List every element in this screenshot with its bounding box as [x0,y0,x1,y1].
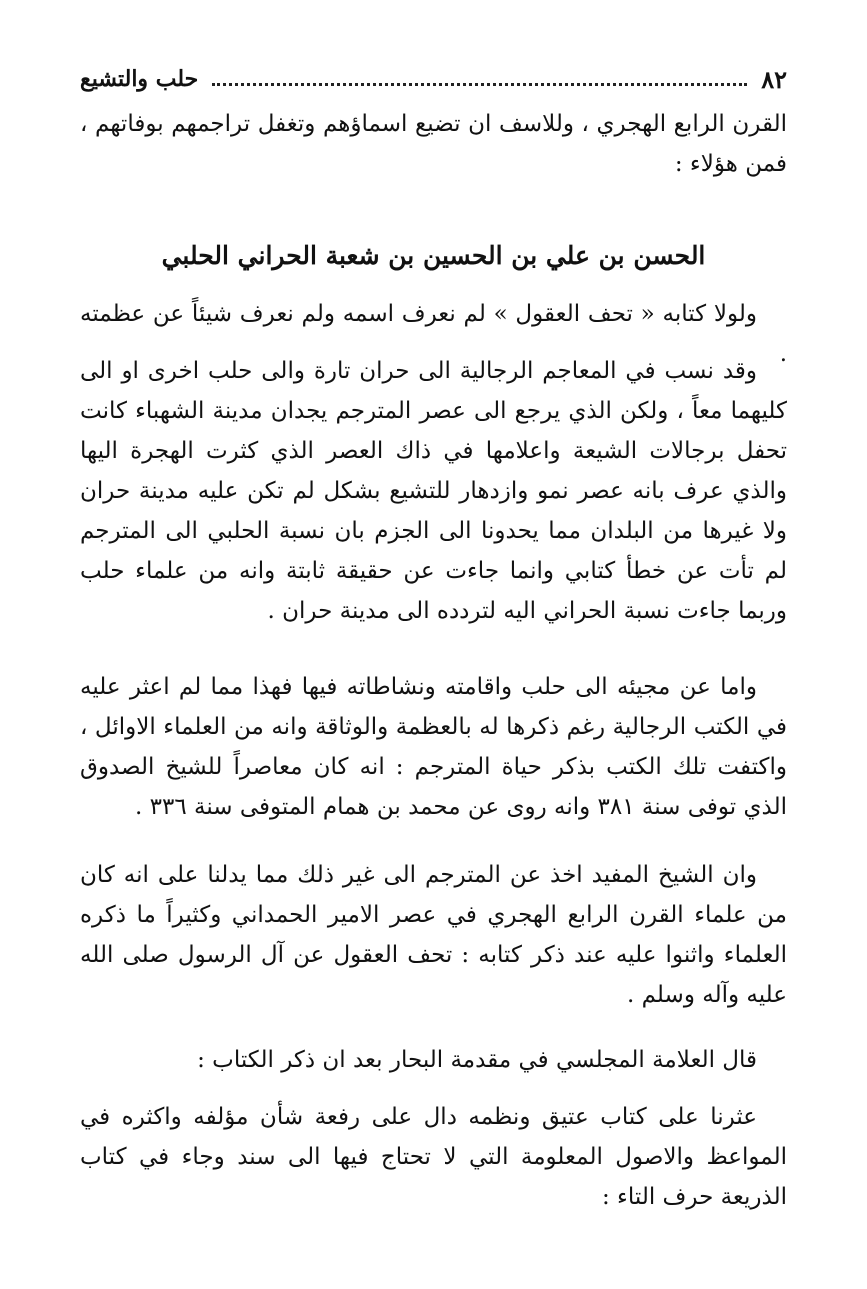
section-heading: الحسن بن علي بن الحسين بن شعبة الحراني الحلبي [161,241,706,270]
paragraph-5: قال العلامة المجلسي في مقدمة البحار بعد ان ذكر الكتاب : [197,1047,757,1073]
dotted-leader [212,83,747,86]
running-title: حلب والتشيع [80,66,199,92]
paragraph-4: وان الشيخ المفيد اخذ عن المترجم الى غير ذلك مما يدلنا على انه كان من علماء القرن الرابع الهجري في عصر الامير الحمداني وكثيراً ما ذكره العلماء واثنوا عليه عند ذكر كتابه : تحف العقول عن آل الرسول صلى الله عليه وآله وسلم . [80,862,787,1008]
paragraph-2: وقد نسب في المعاجم الرجالية الى حران تارة والى حلب اخرى او الى كليهما معاً ، ولكن الذي يرجع الى عصر المترجم يجدان مدينة الشهباء كانت تحفل برجالات الشيعة واعلامها في ذاك العصر الذي كثرت الهجرة اليها والذي عرف بانه عصر نمو وازدهار للتشيع بشكل لم تكن عليه مدينة حران ولا غيرها من البلدان مما يحدونا الى الجزم بان نسبة الحلبي الى المترجم لم تأت عن خطأ كتابي وانما جاءت عن حقيقة ثابتة وانه من علماء حلب وربما جاءت نسبة الحراني اليه لتردده الى مدينة حران . [80,358,787,624]
paragraph-3: واما عن مجيئه الى حلب واقامته ونشاطاته فيها فهذا مما لم اعثر عليه في الكتب الرجالية رغم ذكرها له بالعظمة والوثاقة وانه من العلماء الاوائل ، واكتفت تلك الكتب بذكر حياة المترجم : انه كان معاصراً للشيخ الصدوق الذي توفى سنة ٣٨١ وانه روى عن محمد بن همام المتوفى سنة ٣٣٦ . [80,674,787,820]
paragraph-6: عثرنا على كتاب عتيق ونظمه دال على رفعة شأن مؤلفه واكثره في المواعظ والاصول المعلومة التي لا تحتاج فيها الى سند وجاء في كتاب الذريعة حرف التاء : [80,1104,787,1210]
paragraph-1: ولولا كتابه « تحف العقول » لم نعرف اسمه ولم نعرف شيئاً عن عظمته . [80,301,787,367]
page-number: ٨٢ [761,64,787,94]
intro-paragraph: القرن الرابع الهجري ، وللاسف ان تضيع اسماؤهم وتغفل تراجمهم بوفاتهم ، فمن هؤلاء : [80,111,787,177]
page-header [80,62,787,96]
